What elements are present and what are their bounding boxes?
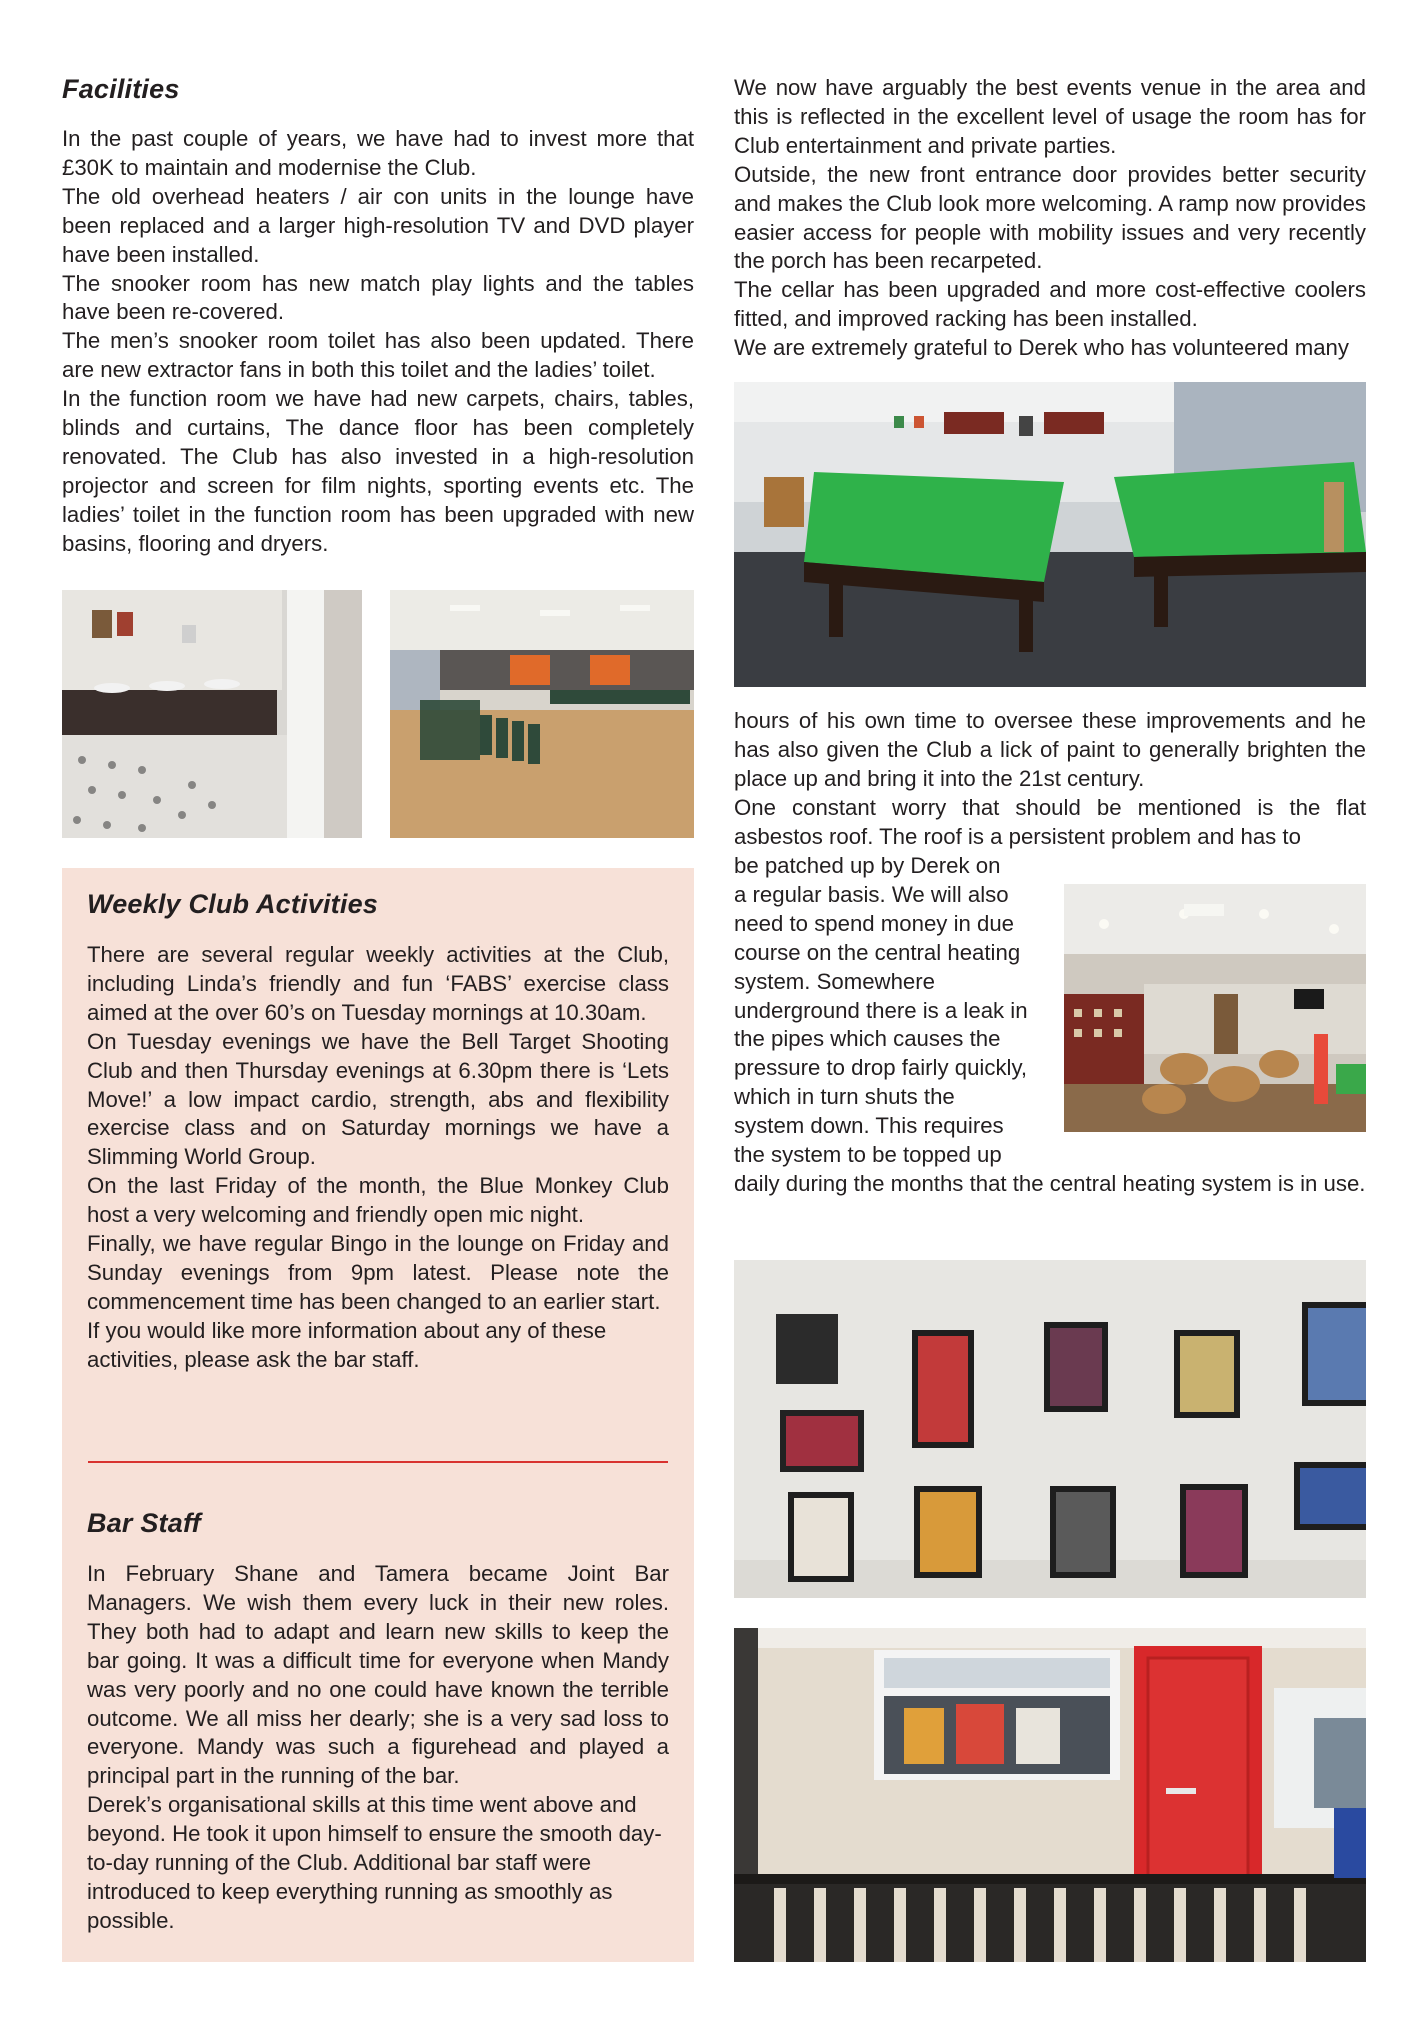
right-wrap-text	[734, 852, 1044, 1170]
facilities-section	[62, 74, 694, 559]
bar-staff-paragraph: Derek’s organisational skills at this time went above and beyond. He took it upon himself to ensure the smooth day-to-day running of the Club. Additional bar staff were introduced to keep everything running as smoothly as possible.	[87, 1792, 662, 1933]
right-paragraph: daily during the months that the central heating system is in use.	[734, 1171, 1366, 1196]
weekly-paragraph: Finally, we have regular Bingo in the lounge on Friday and Sunday evenings from 9pm latest. Please note the commencement time has been changed to an earlier start.	[87, 1231, 669, 1314]
bar-staff-section	[87, 1508, 669, 1936]
right-paragraph: One constant worry that should be mentioned is the flat asbestos roof. The roof is a persistent problem and has to	[734, 794, 1366, 849]
bar-staff-paragraph: In February Shane and Tamera became Joint Bar Managers. We wish them every luck in their new roles. They both had to adapt and learn new skills to keep the bar going. It was a difficult time for everyone when Mandy was very poorly and no one could have known the terrible outcome. We all miss her dearly; she is a very sad loss to everyone. Mandy was such a figurehead and played a principal part in the running of the bar.	[87, 1561, 669, 1789]
wrap-line: the pipes which causes the	[734, 1026, 1001, 1052]
facilities-paragraph: The snooker room has new match play lights and the tables have been re-covered.	[62, 270, 694, 325]
right-tail-text	[734, 1170, 1366, 1199]
weekly-activities-section	[87, 889, 669, 1375]
wrap-line: system. Somewhere	[734, 968, 935, 994]
poster-wall-photo	[734, 1260, 1366, 1598]
facilities-paragraph: The old overhead heaters / air con units in the lounge have been replaced and a larger high-resolution TV and DVD player have been installed.	[62, 183, 694, 267]
facilities-body	[62, 125, 694, 559]
wrap-line: pressure to drop fairly quickly,	[734, 1055, 1028, 1081]
ladies-toilet-photo	[62, 590, 362, 838]
right-middle-text	[734, 707, 1366, 852]
wrap-line: underground there is a leak in	[734, 997, 1028, 1023]
facilities-heading: Facilities	[62, 74, 180, 104]
wrap-line: a regular basis. We will also	[734, 881, 1009, 907]
snooker-room-photo	[734, 382, 1366, 687]
weekly-activities-body	[87, 941, 669, 1375]
wrap-line: which in turn shuts the	[734, 1084, 955, 1110]
right-paragraph: We are extremely grateful to Derek who has volunteered many	[734, 335, 1349, 361]
facilities-paragraph: In the past couple of years, we have had to invest more that £30K to maintain and modernise the Club.	[62, 126, 694, 180]
facilities-paragraph: The men’s snooker room toilet has also been updated. There are new extractor fans in both this toilet and the ladies’ toilet.	[62, 328, 694, 383]
wrap-line: need to spend money in due	[734, 910, 1015, 936]
bar-staff-heading: Bar Staff	[87, 1508, 201, 1538]
section-divider	[88, 1461, 668, 1463]
wrap-line: course on the central heating	[734, 939, 1021, 965]
right-top-text	[734, 74, 1366, 363]
weekly-paragraph: On Tuesday evenings we have the Bell Target Shooting Club and then Thursday evenings at 6.30pm there is ‘Lets Move!’ a low impact cardio, strength, abs and flexibility exercise class and on Saturday mornings we have a Slimming World Group.	[87, 1028, 669, 1170]
right-paragraph: We now have arguably the best events venue in the area and this is reflected in the excellent level of usage the room has for Club entertainment and private parties.	[734, 75, 1366, 158]
weekly-activities-heading: Weekly Club Activities	[87, 889, 378, 919]
wrap-line: the system to be topped up	[734, 1142, 1002, 1168]
facilities-paragraph: In the function room we have had new carpets, chairs, tables, blinds and curtains, The dance floor has been completely renovated. The Club has also invested in a high-resolution projector and screen for film nights, sporting events etc. The ladies’ toilet in the function room has been upgraded with new basins, flooring and dryers.	[62, 386, 694, 556]
bar-staff-body	[87, 1560, 669, 1936]
front-entrance-photo	[734, 1628, 1366, 1962]
wrap-line: system down. This requires	[734, 1113, 1004, 1139]
right-paragraph: The cellar has been upgraded and more cost-effective coolers fitted, and improved racking has been installed.	[734, 277, 1366, 332]
lounge-photo	[1064, 884, 1366, 1132]
wrap-line: be patched up by Derek on	[734, 853, 1001, 878]
function-room-photo	[390, 590, 694, 838]
activities-panel	[62, 868, 694, 1962]
right-paragraph: Outside, the new front entrance door provides better security and makes the Club look more welcoming. A ramp now provides easier access for people with mobility issues and very recently the porch has been recarpeted.	[734, 161, 1366, 274]
weekly-paragraph: There are several regular weekly activities at the Club, including Linda’s friendly and fun ‘FABS’ exercise class aimed at the over 60’s on Tuesday mornings at 10.30am.	[87, 942, 669, 1025]
weekly-paragraph: On the last Friday of the month, the Blue Monkey Club host a very welcoming and friendly open mic night.	[87, 1173, 669, 1228]
right-paragraph: hours of his own time to oversee these improvements and he has also given the Club a lick of paint to generally brighten the place up and bring it into the 21st century.	[734, 708, 1366, 791]
weekly-paragraph: If you would like more information about any of these activities, please ask the bar staff.	[87, 1317, 607, 1372]
